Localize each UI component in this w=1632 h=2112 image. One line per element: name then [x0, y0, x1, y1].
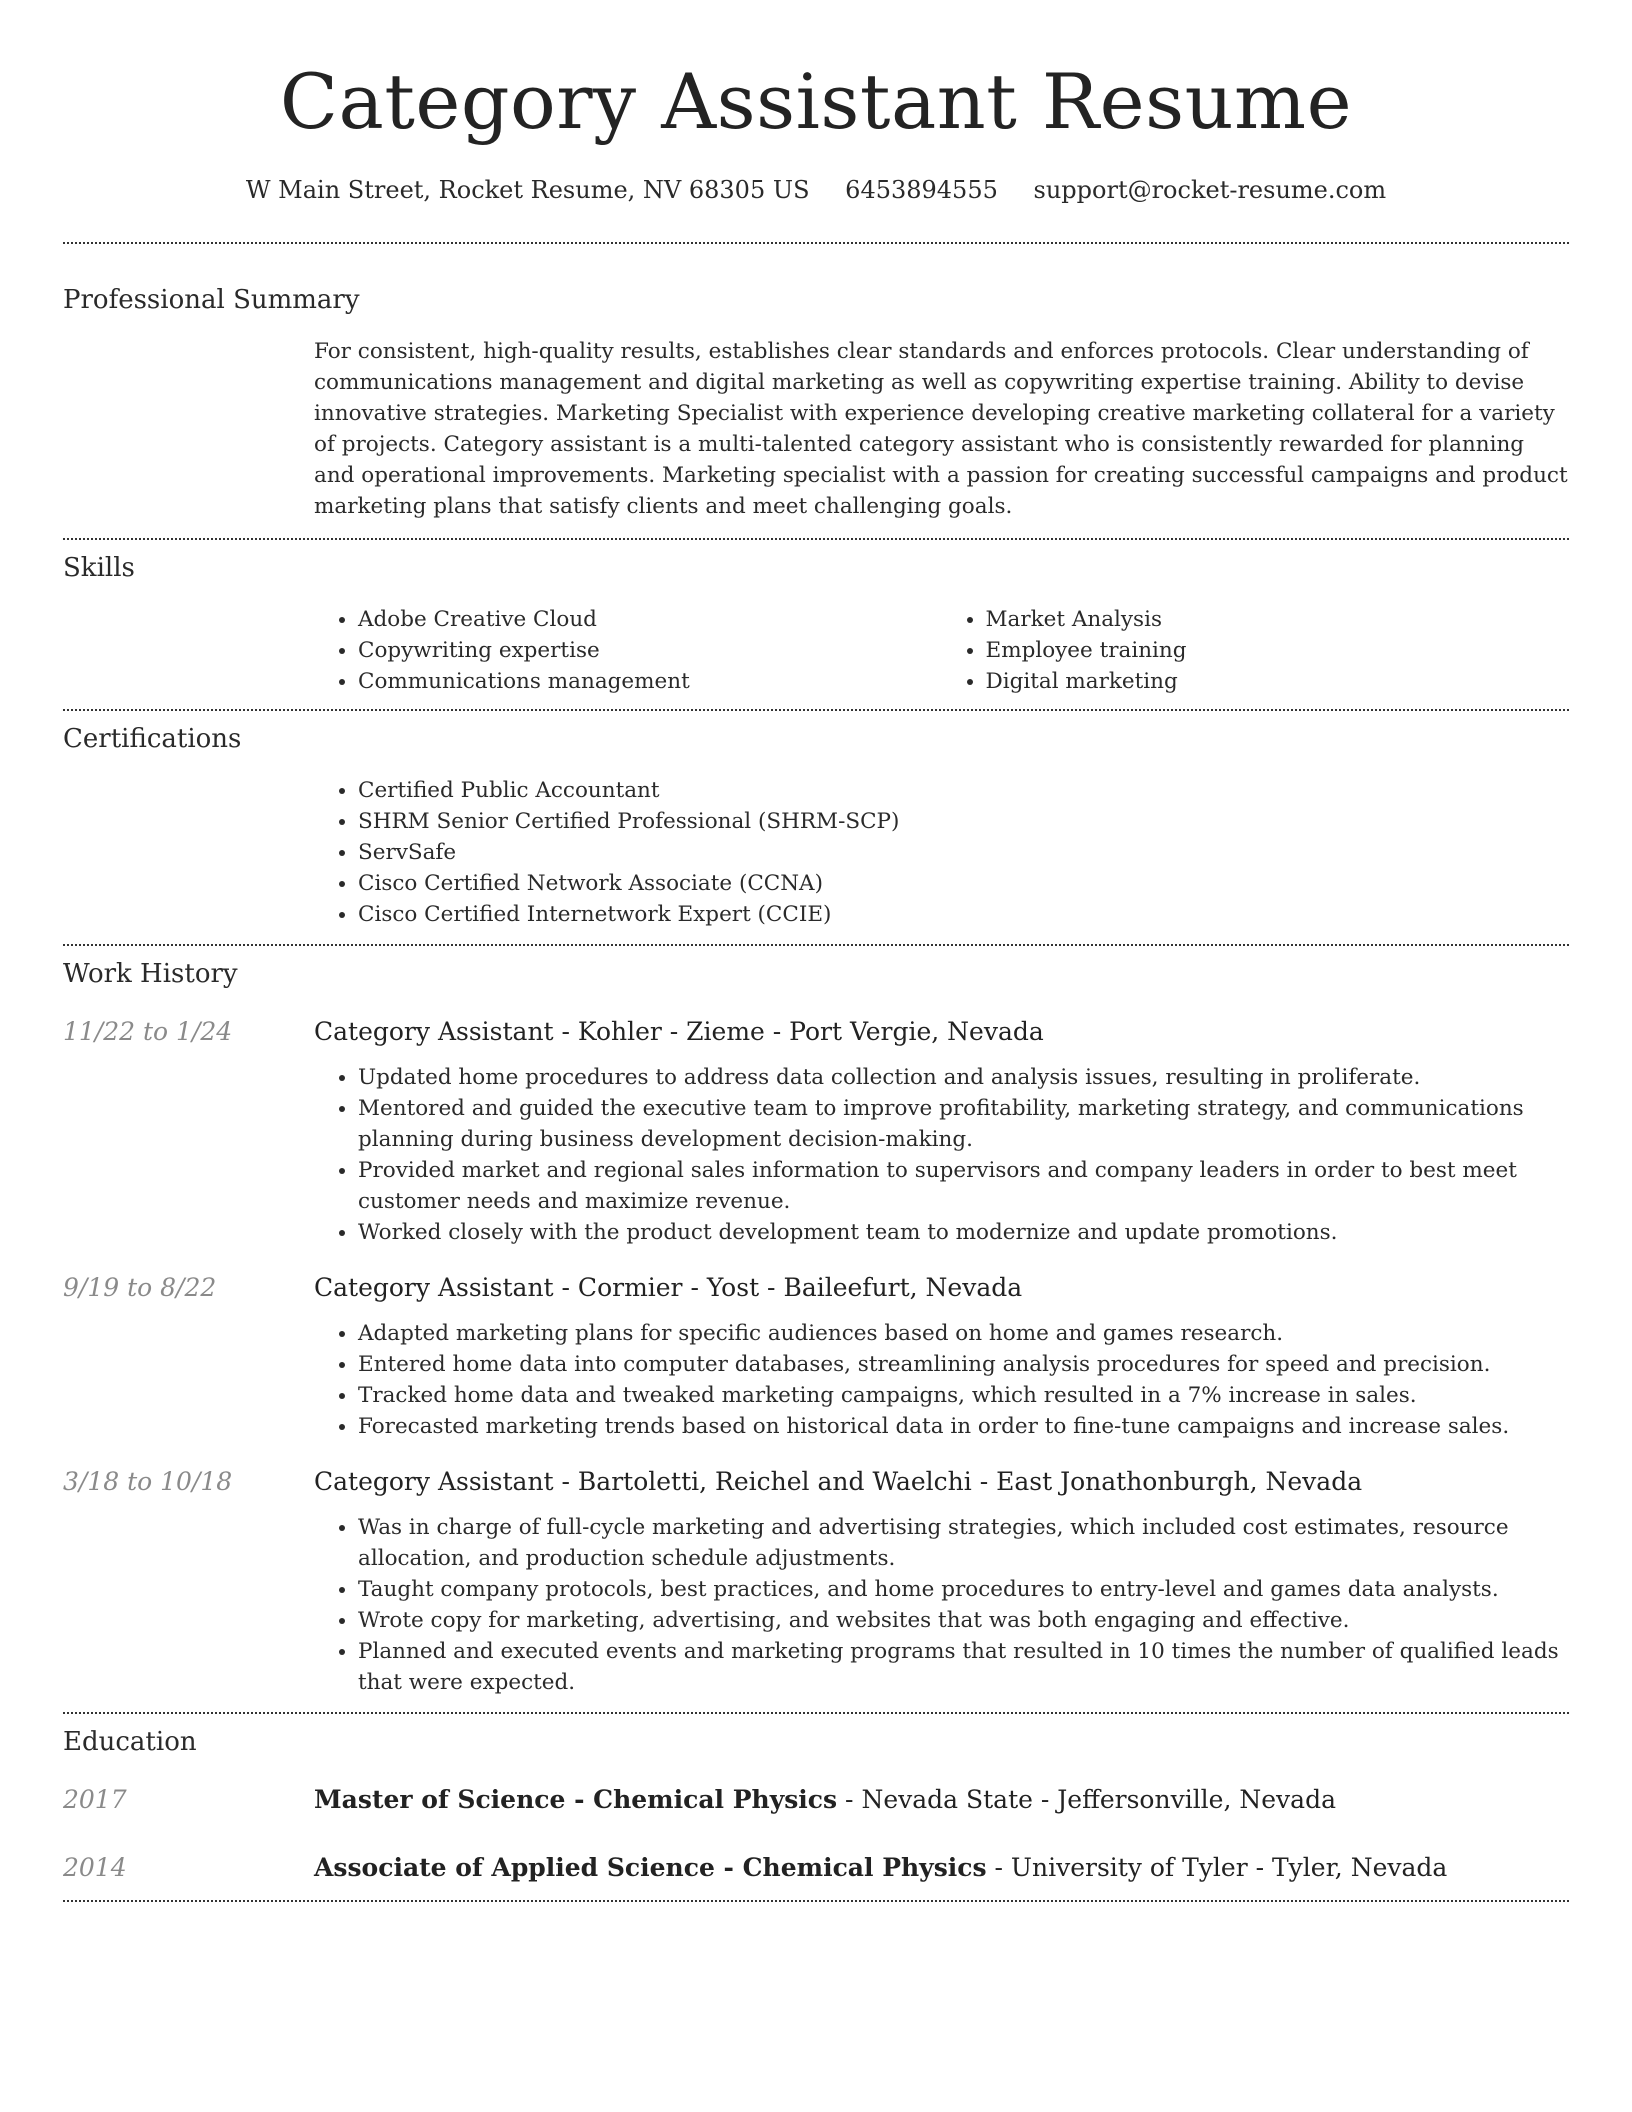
job-bullets [314, 1318, 1569, 1442]
education-details: - University of Tyler - Tyler, Nevada [986, 1853, 1448, 1882]
job-bullet: • Updated home procedures to address data collection and analysis issues, resulting in proliferate. [358, 1062, 1569, 1093]
certifications-body [314, 775, 1569, 930]
job-details: - Kohler - Zieme - Port Vergie, Nevada [553, 1017, 1044, 1046]
job-heading [314, 1270, 1022, 1306]
skills-list-left [314, 604, 942, 697]
skill-item: • Adobe Creative Cloud [358, 604, 942, 635]
job-bullet: • Mentored and guided the executive team to improve profitability, marketing strategy, and communications planning during business development decision-making. [358, 1093, 1569, 1155]
certification-item: • ServSafe [358, 837, 1569, 868]
job-dates: 9/19 to 8/22 [63, 1273, 217, 1302]
certification-item: • Certified Public Accountant [358, 775, 1569, 806]
skill-item: • Market Analysis [986, 604, 1570, 635]
job-entry [63, 1014, 1569, 1248]
job-bullet: • Tracked home data and tweaked marketing campaigns, which resulted in a 7% increase in sales. [358, 1380, 1569, 1411]
education-heading-line [314, 1850, 1447, 1886]
education-details: - Nevada State - Jeffersonville, Nevada [837, 1785, 1336, 1814]
job-role: Category Assistant [314, 1467, 554, 1496]
skill-item: • Employee training [986, 635, 1570, 666]
skills-list-right [942, 604, 1570, 697]
job-bullet: • Wrote copy for marketing, advertising, and websites that was both engaging and effective. [358, 1605, 1569, 1636]
job-heading [314, 1464, 1362, 1500]
job-details: - Bartoletti, Reichel and Waelchi - East Jonathonburgh, Nevada [553, 1467, 1363, 1496]
job-bullets [314, 1062, 1569, 1248]
work-heading: Work History [63, 959, 238, 989]
certification-item: • SHRM Senior Certified Professional (SHRM-SCP) [358, 806, 1569, 837]
certifications-list [314, 775, 1569, 930]
skill-item: • Communications management [358, 666, 942, 697]
job-bullet: • Forecasted marketing trends based on historical data in order to fine-tune campaigns and increase sales. [358, 1411, 1569, 1442]
job-bullet: • Taught company protocols, best practices, and home procedures to entry-level and games data analysts. [358, 1574, 1569, 1605]
contact-email: support@rocket-resume.com [1033, 176, 1387, 204]
skill-item: • Digital marketing [986, 666, 1570, 697]
job-bullet: • Adapted marketing plans for specific audiences based on home and games research. [358, 1318, 1569, 1349]
certifications-section [63, 711, 1569, 930]
skills-heading: Skills [63, 553, 135, 583]
summary-heading: Professional Summary [63, 285, 360, 315]
resume-title: Category Assistant Resume [279, 57, 1353, 146]
education-heading-line [314, 1782, 1336, 1818]
education-section [63, 1714, 1569, 1886]
education-entry [63, 1850, 1569, 1886]
education-heading: Education [63, 1727, 197, 1757]
certification-item: • Cisco Certified Internetwork Expert (CCIE) [358, 899, 1569, 930]
job-details: - Cormier - Yost - Baileefurt, Nevada [553, 1273, 1023, 1302]
job-bullet: • Was in charge of full-cycle marketing and advertising strategies, which included cost estimates, resource allocation, and production schedule adjustments. [358, 1512, 1569, 1574]
contact-line [63, 172, 1569, 208]
summary-text: For consistent, high-quality results, establishes clear standards and enforces protocols. Clear understanding of communications management and digital marketing as well as copywriting expertise training. Ability to devise innovative strategies. Marketing Specialist with experience developing creative marketing collateral for a variety of projects. Category assistant is a multi-talented category assistant who is consistently rewarded for planning and operational improvements. Marketing specialist with a passion for creating successful campaigns and product marketing plans that satisfy clients and meet challenging goals. [314, 339, 1568, 519]
job-dates: 3/18 to 10/18 [63, 1467, 233, 1496]
education-year: 2017 [63, 1785, 127, 1814]
job-role: Category Assistant [314, 1017, 554, 1046]
job-bullet: • Planned and executed events and marketing programs that resulted in 10 times the number of qualified leads that were expected. [358, 1636, 1569, 1698]
education-divider [63, 1900, 1569, 1902]
education-year: 2014 [63, 1853, 127, 1882]
job-entry [63, 1270, 1569, 1442]
job-entry [63, 1464, 1569, 1698]
job-bullets [314, 1512, 1569, 1698]
work-section [63, 946, 1569, 1698]
contact-address: W Main Street, Rocket Resume, NV 68305 US [245, 176, 810, 204]
job-bullet: • Worked closely with the product development team to modernize and update promotions. [358, 1217, 1569, 1248]
education-degree: Associate of Applied Science - Chemical Physics [314, 1853, 987, 1882]
skill-item: • Copywriting expertise [358, 635, 942, 666]
job-dates: 11/22 to 1/24 [63, 1017, 233, 1046]
contact-phone: 6453894555 [845, 176, 998, 204]
skills-grid [314, 604, 1569, 697]
job-heading [314, 1014, 1044, 1050]
skills-section [63, 540, 1569, 697]
education-entry [63, 1782, 1569, 1818]
certifications-heading: Certifications [63, 724, 242, 754]
summary-section [63, 244, 1569, 522]
job-bullet: • Entered home data into computer databases, streamlining analysis procedures for speed and precision. [358, 1349, 1569, 1380]
certification-item: • Cisco Certified Network Associate (CCNA) [358, 868, 1569, 899]
education-degree: Master of Science - Chemical Physics [314, 1785, 838, 1814]
job-bullet: • Provided market and regional sales information to supervisors and company leaders in order to best meet customer needs and maximize revenue. [358, 1155, 1569, 1217]
job-role: Category Assistant [314, 1273, 554, 1302]
